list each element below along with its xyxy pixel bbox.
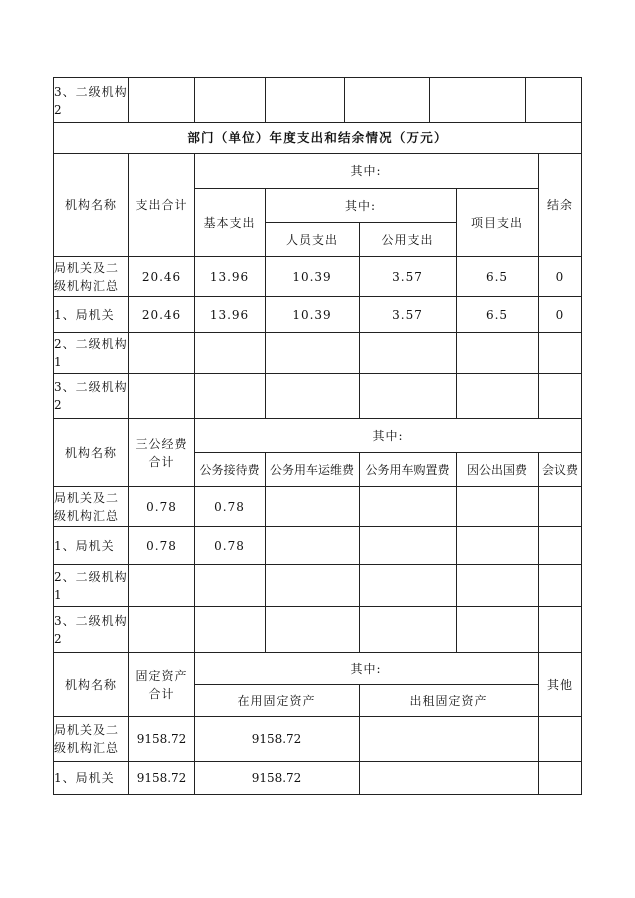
sangong-header-meeting: 会议费 — [541, 462, 578, 477]
expense-header-among: 其中: — [350, 164, 382, 178]
assets-header-in-use: 在用固定资产 — [237, 693, 316, 708]
sangong-row-name: 局机关及二级机构汇总 — [54, 490, 120, 523]
assets-header-total: 固定资产合计 — [135, 668, 188, 701]
expense-row-project: 6.5 — [485, 307, 509, 322]
assets-header-rented: 出租固定资产 — [409, 693, 488, 708]
expense-header-total: 支出合计 — [135, 198, 188, 212]
expense-row-public: 3.57 — [392, 269, 423, 284]
expense-row-basic: 13.96 — [209, 307, 250, 322]
expense-row-name: 3、二级机构2 — [54, 380, 128, 412]
expense-row-name: 2、二级机构1 — [54, 337, 128, 369]
expense-header-public: 公用支出 — [381, 232, 434, 247]
expense-row-name: 1、局机关 — [54, 307, 115, 322]
expense-row-name: 局机关及二级机构汇总 — [54, 260, 120, 293]
expense-row-project: 6.5 — [485, 269, 509, 284]
budget-table — [53, 77, 582, 795]
expense-header-org-name: 机构名称 — [64, 198, 117, 212]
sangong-row-name: 2、二级机构1 — [54, 569, 128, 602]
expense-row-public: 3.57 — [392, 307, 423, 322]
assets-row-in-use: 9158.72 — [251, 732, 302, 746]
section-title: 部门（单位）年度支出和结余情况（万元） — [187, 130, 448, 145]
assets-header-other: 其他 — [546, 677, 573, 692]
expense-row-balance: 0 — [555, 307, 565, 322]
expense-row-total: 20.46 — [141, 269, 182, 284]
sangong-row-total: 0.78 — [146, 499, 177, 514]
assets-header-among: 其中: — [350, 661, 382, 676]
assets-row-name: 1、局机关 — [54, 771, 115, 785]
sangong-header-abroad: 因公出国费 — [466, 462, 527, 477]
expense-row-total: 20.46 — [141, 307, 182, 322]
assets-row-in-use: 9158.72 — [251, 771, 302, 785]
assets-row-total: 9158.72 — [136, 732, 187, 746]
expense-header-project: 项目支出 — [470, 215, 523, 230]
sangong-row-name: 3、二级机构2 — [54, 613, 128, 646]
sangong-row-reception: 0.78 — [214, 499, 245, 514]
sangong-header-reception: 公务接待费 — [199, 462, 260, 477]
sangong-header-total: 三公经费合计 — [135, 436, 188, 469]
expense-row-personnel: 10.39 — [292, 307, 332, 322]
sangong-header-org-name: 机构名称 — [64, 445, 117, 460]
sangong-header-car-buy: 公务用车购置费 — [365, 462, 450, 477]
top-row-org-name: 3、二级机构2 — [54, 84, 128, 117]
assets-row-name: 局机关及二级机构汇总 — [54, 723, 120, 755]
expense-header-balance: 结余 — [546, 198, 573, 212]
expense-header-basic: 基本支出 — [203, 215, 256, 230]
sangong-row-reception: 0.78 — [214, 538, 245, 553]
expense-row-personnel: 10.39 — [292, 269, 332, 284]
expense-row-basic: 13.96 — [209, 269, 250, 284]
assets-header-org-name: 机构名称 — [64, 677, 117, 692]
sangong-header-car-ops: 公务用车运维费 — [269, 462, 354, 477]
sangong-header-among: 其中: — [372, 428, 404, 443]
expense-header-among2: 其中: — [344, 198, 377, 213]
sangong-row-name: 1、局机关 — [54, 538, 115, 553]
expense-row-balance: 0 — [555, 269, 565, 284]
expense-header-personnel: 人员支出 — [285, 232, 338, 247]
sangong-row-total: 0.78 — [146, 538, 177, 553]
assets-row-total: 9158.72 — [136, 771, 187, 785]
